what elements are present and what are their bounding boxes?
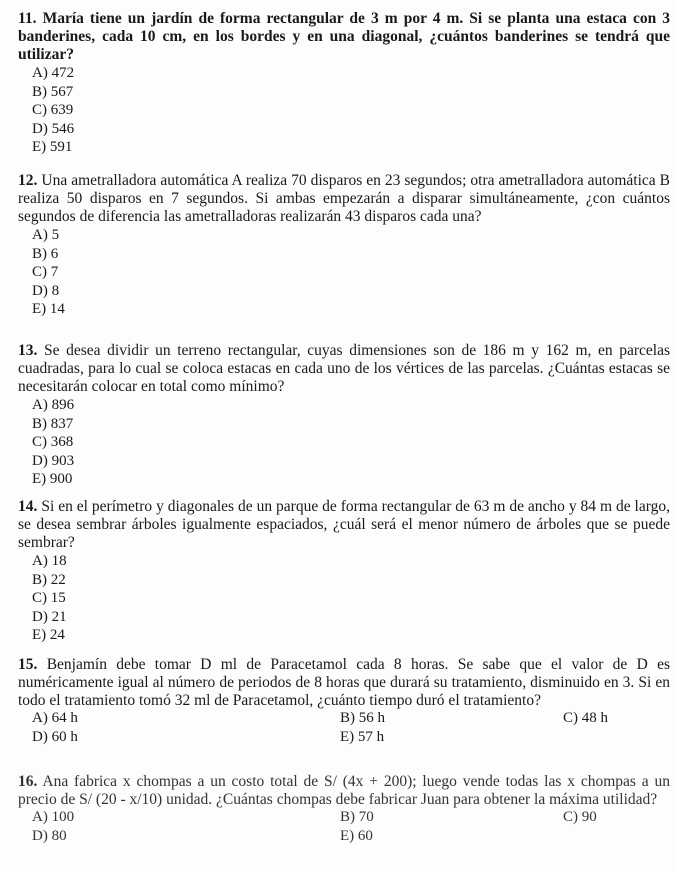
option-d[interactable]: D) 21: [32, 608, 67, 625]
question-14: [18, 498, 670, 645]
question-13: [18, 342, 670, 489]
option-a[interactable]: A) 5: [32, 227, 60, 243]
option-c[interactable]: C) 368: [32, 434, 74, 450]
option-e[interactable]: E) 14: [32, 301, 65, 317]
question-text: Una ametralladora automática A realiza 70 disparos en 23 segundos; otra ametralladora automática B realiza 50 disparos en 7 segundos. Si ambas empezarán a disparar simultáneamente, ¿con cuántos segundos de diferencia las ametralladoras realizarán 43 disparos cada una?: [18, 172, 670, 225]
option-d[interactable]: D) 8: [32, 282, 60, 299]
option-a[interactable]: A) 896: [32, 397, 75, 413]
options-list: [18, 64, 670, 157]
question-12: [18, 172, 670, 319]
option-a[interactable]: A) 472: [32, 65, 75, 81]
option-d[interactable]: D) 60 h: [32, 729, 78, 745]
option-d[interactable]: D) 80: [32, 828, 67, 844]
option-e[interactable]: E) 60: [340, 828, 373, 844]
options-list: [18, 396, 670, 489]
option-b[interactable]: B) 56 h: [340, 710, 385, 726]
option-b[interactable]: B) 6: [32, 245, 59, 262]
options-list: [18, 226, 670, 319]
option-e[interactable]: E) 900: [32, 471, 73, 487]
option-e[interactable]: E) 57 h: [340, 729, 385, 745]
option-b[interactable]: B) 70: [340, 809, 374, 825]
option-d[interactable]: D) 546: [32, 120, 75, 137]
option-c[interactable]: C) 90: [563, 809, 597, 825]
question-16: [18, 773, 670, 847]
question-stem: 11. María tiene un jardín de forma rectangular de 3 m por 4 m. Si se planta una estaca con 3 banderines, cada 10 cm, en los bordes y en una diagonal, ¿cuántos banderines se tendrá que utilizar?: [18, 10, 671, 63]
question-11: [18, 10, 670, 157]
question-stem: 14. Si en el perímetro y diagonales de un parque de forma rectangular de 63 m de ancho y 84 m de largo, se desea sembrar árboles igualmente espaciados, ¿cuál será el menor número de árboles que se puede sembrar?: [18, 498, 670, 551]
question-text: Benjamín debe tomar D ml de Paracetamol cada 8 horas. Se sabe que el valor de D es numéricamente igual al número de periodos de 8 horas que durará su tratamiento, disminuido en 3. Si en todo el tratamiento tomó 32 ml de Paracetamol, ¿cuánto tiempo duró el tratamiento?: [18, 656, 671, 709]
option-d[interactable]: D) 903: [32, 452, 75, 469]
question-text: Se desea dividir un terreno rectangular, cuyas dimensiones son de 186 m y 162 m, en parcelas cuadradas, para lo cual se coloca estacas en cada uno de los vértices de las parcelas. ¿Cuántas estacas se necesitarán colocar en total como mínimo?: [18, 342, 671, 395]
option-c[interactable]: C) 48 h: [563, 710, 608, 726]
question-text: María tiene un jardín de forma rectangular de 3 m por 4 m. Si se planta una estaca con 3 banderines, cada 10 cm, en los bordes y en una diagonal, ¿cuántos banderines se tendrá que utilizar?: [18, 10, 671, 63]
option-c[interactable]: C) 639: [32, 102, 74, 118]
options-grid: [18, 710, 670, 748]
option-b[interactable]: B) 22: [32, 571, 66, 588]
option-a[interactable]: A) 18: [32, 553, 67, 569]
option-b[interactable]: B) 567: [32, 83, 74, 100]
question-stem: 13. Se desea dividir un terreno rectangular, cuyas dimensiones son de 186 m y 162 m, en parcelas cuadradas, para lo cual se coloca estacas en cada uno de los vértices de las parcelas. ¿Cuántas estacas se necesitarán colocar en total como mínimo?: [18, 342, 671, 395]
option-c[interactable]: C) 15: [32, 590, 66, 606]
options-list: [18, 552, 670, 645]
question-15: [18, 656, 670, 748]
question-stem: 15. Benjamín debe tomar D ml de Paracetamol cada 8 horas. Se sabe que el valor de D es numéricamente igual al número de periodos de 8 horas que durará su tratamiento, disminuido en 3. Si en todo el tratamiento tomó 32 ml de Paracetamol, ¿cuánto tiempo duró el tratamiento?: [18, 656, 671, 709]
options-grid: [18, 809, 670, 847]
option-e[interactable]: E) 591: [32, 139, 73, 155]
option-a[interactable]: A) 64 h: [32, 710, 78, 726]
option-a[interactable]: A) 100: [32, 809, 75, 825]
option-b[interactable]: B) 837: [32, 415, 74, 432]
option-e[interactable]: E) 24: [32, 627, 65, 643]
question-text: Ana fabrica x chompas a un costo total de S/ (4x + 200); luego vende todas las x chompas a un precio de S/ (20 - x/10) unidad. ¿Cuántas chompas debe fabricar Juan para obtener la máxima utilidad?: [18, 773, 670, 808]
question-stem: 16. Ana fabrica x chompas a un costo total de S/ (4x + 200); luego vende todas las x chompas a un precio de S/ (20 - x/10) unidad. ¿Cuántas chompas debe fabricar Juan para obtener la máxima utilidad?: [18, 773, 670, 808]
question-text: Si en el perímetro y diagonales de un parque de forma rectangular de 63 m de ancho y 84 m de largo, se desea sembrar árboles igualmente espaciados, ¿cuál será el menor número de árboles que se puede sembrar?: [18, 498, 670, 551]
question-stem: 12. Una ametralladora automática A realiza 70 disparos en 23 segundos; otra ametralladora automática B realiza 50 disparos en 7 segundos. Si ambas empezarán a disparar simultáneamente, ¿con cuántos segundos de diferencia las ametralladoras realizarán 43 disparos cada una?: [18, 172, 670, 225]
option-c[interactable]: C) 7: [32, 264, 59, 280]
